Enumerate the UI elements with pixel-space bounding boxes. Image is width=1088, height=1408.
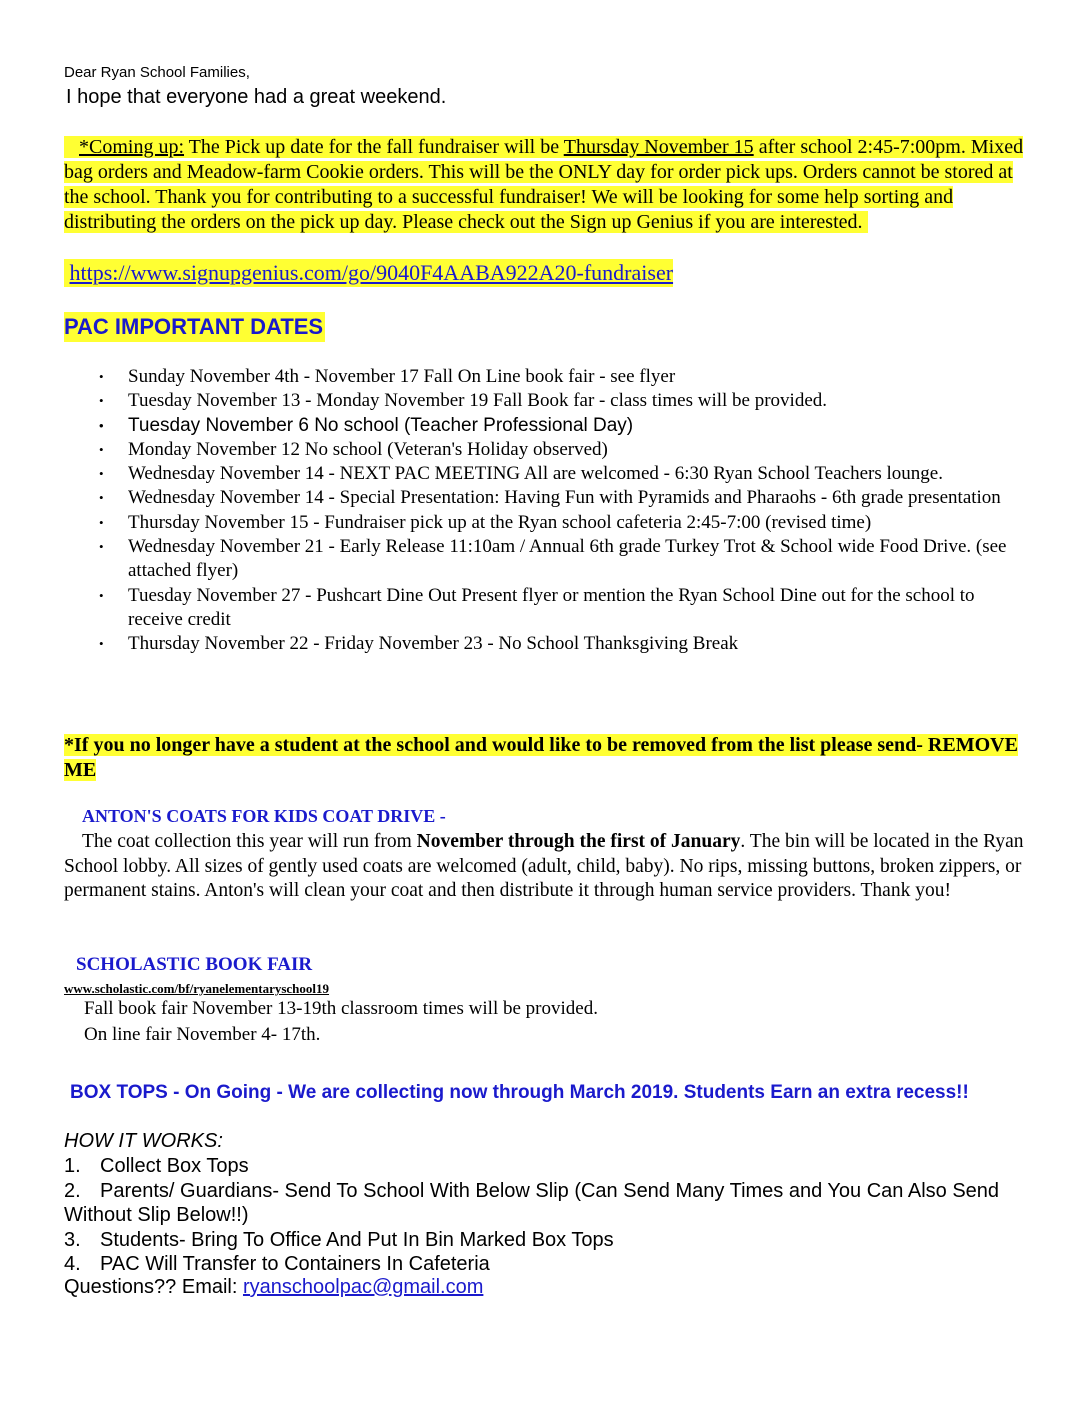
remove-from-list-note: *If you no longer have a student at the school and would like to be removed from the list please send- REMOVE ME: [64, 734, 1018, 781]
bullet-icon: •: [99, 417, 104, 433]
list-item: • Tuesday November 27 - Pushcart Dine Out Present flyer or mention the Ryan School Dine out for the school to receive credit: [99, 584, 975, 630]
bullet-icon: •: [99, 636, 104, 652]
coat-drive-paragraph: The coat collection this year will run from November through the first of January. The bin will be located in the Ryan School lobby. All sizes of gently used coats are welcomed (adult, child, baby). No rips, missing buttons, broken zippers, or permanent stains. Anton's will clean your coat and then distribute it through human service providers. Thank you!: [64, 831, 1024, 901]
bullet-icon: •: [99, 514, 104, 530]
book-fair-heading: SCHOLASTIC BOOK FAIR: [76, 954, 313, 975]
list-item: • Tuesday November 6 No school (Teacher Professional Day): [96, 414, 1016, 438]
list-item: • Monday November 12 No school (Veteran's Holiday observed): [96, 438, 1016, 462]
bullet-icon: •: [99, 587, 104, 603]
list-item: • Thursday November 22 - Friday November 23 - No School Thanksgiving Break: [96, 632, 1016, 656]
list-item: • Wednesday November 14 - NEXT PAC MEETING All are welcomed - 6:30 Ryan School Teachers lounge.: [96, 462, 1016, 486]
coming-up-text-after: after school 2:45-7:00pm. Mixed bag orders and Meadow-farm Cookie orders. This will be the ONLY day for order pick ups. Orders cannot be stored at the school. Thank you for contributing to a successful fundraiser! We will be looking for some help sorting and distributing the orders on the pick up day. Please check out the Sign up Genius if you are interested.: [64, 136, 1024, 233]
opening-line: I hope that everyone had a great weekend.: [66, 86, 447, 108]
pickup-date: Thursday November 15: [563, 136, 754, 158]
how-it-works-heading: HOW IT WORKS:: [64, 1130, 223, 1152]
list-item: 4. PAC Will Transfer to Containers In Cafeteria: [64, 1253, 490, 1275]
greeting: Dear Ryan School Families,: [64, 64, 250, 81]
coat-drive-dates: November through the first of January: [416, 831, 741, 852]
list-item: 2. Parents/ Guardians- Send To School With Below Slip (Can Send Many Times and You Can Also Send Without Slip Below!!): [64, 1179, 1000, 1226]
book-fair-line-2: On line fair November 4- 17th.: [84, 1024, 321, 1045]
signup-genius-link-wrapper: [64, 259, 673, 287]
box-tops-heading: BOX TOPS - On Going - We are collecting now through March 2019. Students Earn an extra recess!!: [70, 1082, 969, 1103]
list-item: 1. Collect Box Tops: [64, 1155, 249, 1177]
bullet-icon: •: [99, 441, 104, 457]
list-item: • Wednesday November 14 - Special Presentation: Having Fun with Pyramids and Pharaohs - 6th grade presentation: [96, 486, 1016, 510]
bullet-icon: •: [99, 490, 104, 506]
list-item: • Sunday November 4th - November 17 Fall On Line book fair - see flyer: [96, 365, 1016, 389]
pac-email-link[interactable]: ryanschoolpac@gmail.com: [242, 1276, 484, 1298]
list-item: • Thursday November 15 - Fundraiser pick up at the Ryan school cafeteria 2:45-7:00 (revised time): [96, 511, 1016, 535]
signup-genius-link[interactable]: https://www.signupgenius.com/go/9040F4AABA922A20-fundraiser: [69, 260, 674, 285]
list-item: • Wednesday November 21 - Early Release 11:10am / Annual 6th grade Turkey Trot & School wide Food Drive. (see attached flyer): [99, 536, 1007, 582]
coat-drive-heading: ANTON'S COATS FOR KIDS COAT DRIVE -: [82, 806, 446, 826]
bullet-icon: •: [99, 393, 104, 409]
coming-up-label: *Coming up:: [79, 136, 185, 158]
list-item: • Tuesday November 13 - Monday November 19 Fall Book far - class times will be provided.: [96, 389, 1016, 413]
list-item: 3. Students- Bring To Office And Put In Bin Marked Box Tops: [64, 1228, 614, 1251]
book-fair-link[interactable]: www.scholastic.com/bf/ryanelementaryschool19: [64, 981, 330, 996]
box-tops-steps: [64, 1154, 1029, 1277]
questions-line: Questions?? Email: ryanschoolpac@gmail.com: [64, 1276, 484, 1298]
coming-up-paragraph: [64, 135, 1029, 235]
bullet-icon: •: [99, 466, 104, 482]
coming-up-text-before: The Pick up date for the fall fundraiser will be: [188, 136, 560, 158]
bullet-icon: •: [99, 539, 104, 555]
pac-dates-heading: PAC IMPORTANT DATES: [64, 312, 325, 342]
book-fair-line-1: Fall book fair November 13-19th classroom times will be provided.: [84, 998, 598, 1019]
bullet-icon: •: [99, 369, 104, 384]
pac-dates-list: [96, 365, 1016, 657]
